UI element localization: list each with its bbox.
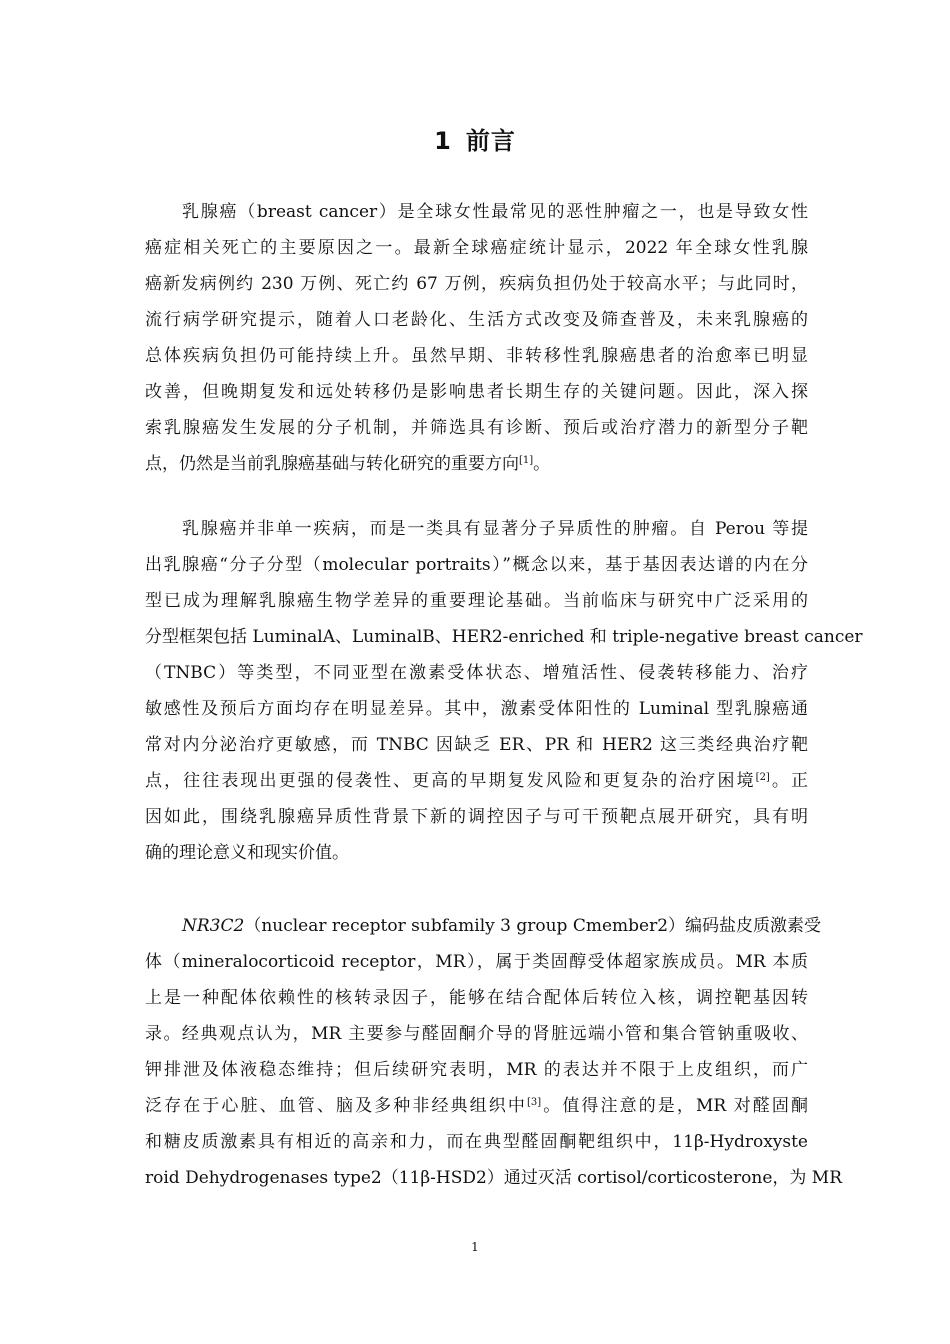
paragraph-line: 乳腺癌（breast cancer）是全球女性最常见的恶性肿瘤之一，也是导致女性 — [182, 202, 808, 222]
paragraph-line: 型已成为理解乳腺癌生物学差异的重要理论基础。当前临床与研究中广泛采用的 — [145, 591, 808, 611]
line-text: （nuclear receptor subfamily 3 group Cmember2）编码盐皮质激素受 — [244, 916, 822, 936]
section-title: 前言 — [465, 127, 516, 155]
paragraph-line: 癌新发病例约 230 万例、死亡约 67 万例，疾病负担仍处于较高水平；与此同时， — [145, 274, 808, 294]
paragraph-line: 改善，但晚期复发和远处转移仍是影响患者长期生存的关键问题。因此，深入探 — [145, 382, 808, 402]
page-number: 1 — [471, 1240, 479, 1254]
paragraph-line: roid Dehydrogenases type2（11β-HSD2）通过灭活 cortisol/corticosterone，为 MR — [145, 1168, 843, 1188]
paragraph-line: 和糖皮质激素具有相近的高亲和力，而在典型醛固酮靶组织中，11β-Hydroxyste — [145, 1132, 808, 1152]
paragraph-2 — [145, 511, 863, 871]
paragraph-line: 乳腺癌并非单一疾病，而是一类具有显著分子异质性的肿瘤。自 Perou 等提 — [182, 519, 808, 539]
gene-name: NR3C2 — [182, 916, 245, 936]
paragraph-line: （TNBC）等类型，不同亚型在激素受体状态、增殖活性、侵袭转移能力、治疗 — [145, 663, 808, 683]
paragraph-line: 体（mineralocorticoid receptor，MR），属于类固醇受体超家族成员。MR 本质 — [145, 952, 808, 972]
paragraph-line — [145, 1088, 808, 1124]
paragraph-line — [145, 763, 808, 799]
paragraph-line: 常对内分泌治疗更敏感，而 TNBC 因缺乏 ER、PR 和 HER2 这三类经典治疗靶 — [145, 735, 808, 755]
paragraph-1 — [145, 194, 808, 482]
paragraph-line: 上是一种配体依赖性的核转录因子，能够在结合配体后转位入核，调控靶基因转 — [145, 988, 808, 1008]
paragraph-line: 钾排泄及体液稳态维持；但后续研究表明，MR 的表达并不限于上皮组织，而广 — [145, 1060, 808, 1080]
citation-ref: [1] — [519, 455, 534, 466]
paragraph-line: 癌症相关死亡的主要原因之一。最新全球癌症统计显示，2022 年全球女性乳腺 — [145, 238, 808, 258]
section-heading — [0, 124, 950, 158]
paragraph-line: 总体疾病负担仍可能持续上升。虽然早期、非转移性乳腺癌患者的治愈率已明显 — [145, 346, 808, 366]
paragraph-line: 分型框架包括 LuminalA、LuminalB、HER2-enriched 和 triple-negative breast cancer — [145, 627, 863, 647]
paragraph-line: 流行病学研究提示，随着人口老龄化、生活方式改变及筛查普及，未来乳腺癌的 — [145, 310, 808, 330]
line-text: 点，仍然是当前乳腺癌基础与转化研究的重要方向 — [145, 454, 519, 474]
line-tail: 。值得注意的是，MR 对醛固酮 — [541, 1096, 808, 1116]
section-number: 1 — [434, 127, 452, 155]
paragraph-line: 出乳腺癌“分子分型（molecular portraits）”概念以来，基于基因表达谱的内在分 — [145, 555, 808, 575]
paragraph-line — [145, 908, 822, 944]
paragraph-line — [145, 446, 808, 482]
line-text: 泛存在于心脏、血管、脑及多种非经典组织中 — [145, 1096, 527, 1116]
paragraph-line: 因如此，围绕乳腺癌异质性背景下新的调控因子与可干预靶点展开研究，具有明 — [145, 807, 808, 827]
line-text: 点，往往表现出更强的侵袭性、更高的早期复发风险和更复杂的治疗困境 — [145, 771, 756, 791]
paragraph-line: 确的理论意义和现实价值。 — [145, 843, 349, 863]
paragraph-line: 录。经典观点认为，MR 主要参与醛固酮介导的肾脏远端小管和集合管钠重吸收、 — [145, 1024, 808, 1044]
line-tail: 。 — [533, 454, 551, 474]
paragraph-3 — [145, 908, 843, 1196]
citation-ref: [2] — [755, 772, 770, 783]
citation-ref: [3] — [526, 1097, 542, 1108]
paragraph-line: 敏感性及预后方面均存在明显差异。其中，激素受体阳性的 Luminal 型乳腺癌通 — [145, 699, 808, 719]
line-tail: 。正 — [769, 771, 809, 791]
paragraph-line: 索乳腺癌发生发展的分子机制，并筛选具有诊断、预后或治疗潜力的新型分子靶 — [145, 418, 808, 438]
